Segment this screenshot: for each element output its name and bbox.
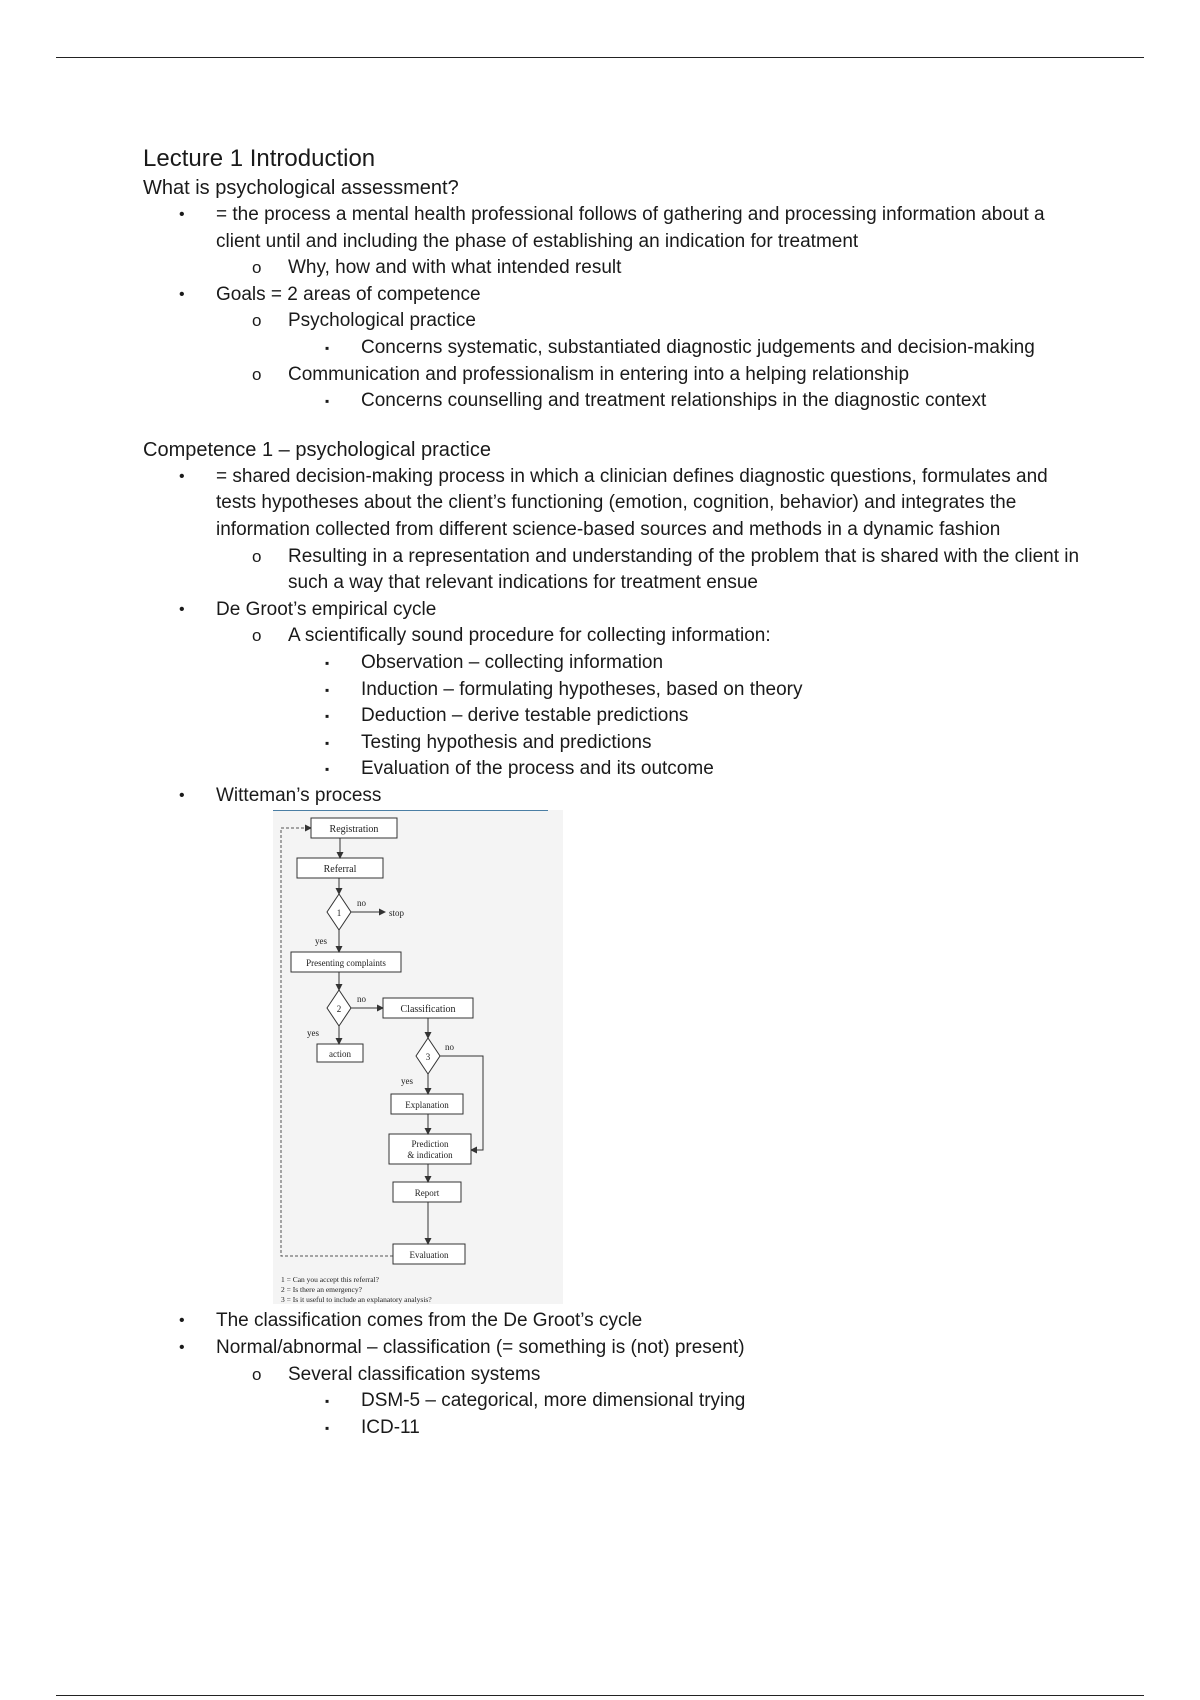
- bullet-circle: o: [252, 364, 262, 384]
- bullet-disc: •: [179, 467, 185, 485]
- footer-rule: [56, 1695, 1144, 1696]
- bullet-circle: o: [252, 311, 262, 331]
- label-complaints: Presenting complaints: [306, 958, 386, 969]
- bullet-circle: o: [252, 626, 262, 646]
- bullet-disc: •: [179, 1339, 185, 1357]
- bullet-circle: o: [252, 258, 262, 278]
- bullet-square: ▪: [325, 1420, 330, 1435]
- list-item: ▪ Observation – collecting information: [143, 650, 1083, 677]
- list-item: o Psychological practice: [143, 308, 1083, 335]
- label-action: action: [329, 1049, 351, 1060]
- bullet-square: ▪: [325, 655, 330, 670]
- list-item: o Communication and professionalism in entering into a helping relationship: [143, 362, 1083, 389]
- list-item: • Normal/abnormal – classification (= something is (not) present): [143, 1335, 1083, 1362]
- bullet-square: ▪: [325, 762, 330, 777]
- label-report: Report: [414, 1188, 440, 1199]
- list-item: ▪ Deduction – derive testable predictions: [143, 703, 1083, 730]
- label-no-1: no: [357, 898, 366, 909]
- section-heading-assessment: What is psychological assessment?: [143, 177, 459, 199]
- list-item: o Several classification systems: [143, 1362, 1083, 1389]
- list-item: ▪ DSM-5 – categorical, more dimensional trying: [143, 1388, 1083, 1415]
- list-item: • Witteman’s process: [143, 783, 1083, 810]
- list-item: ▪ Testing hypothesis and predictions: [143, 730, 1083, 757]
- bullet-square: ▪: [325, 1394, 330, 1409]
- label-no-3: no: [445, 1042, 454, 1053]
- bullet-disc: •: [179, 1312, 185, 1330]
- lecture-title: Lecture 1 Introduction: [143, 145, 376, 172]
- label-explanation: Explanation: [405, 1100, 449, 1111]
- label-classification: Classification: [400, 1004, 456, 1016]
- section-heading-competence-1: Competence 1 – psychological practice: [143, 438, 491, 461]
- list-item: • = the process a mental health professional follows of gathering and processing information about a client until and including the phase of establishing an indication for treatment: [179, 204, 1045, 252]
- list-item: ▪ ICD-11: [143, 1415, 1083, 1442]
- label-prediction-1: Prediction: [411, 1139, 449, 1150]
- list-item: ▪ Concerns counselling and treatment relationships in the diagnostic context: [143, 388, 1083, 415]
- list-item: o A scientifically sound procedure for collecting information:: [143, 623, 1083, 650]
- header-rule: [56, 57, 1144, 58]
- list-item: • De Groot’s empirical cycle: [143, 597, 1083, 624]
- list-item: o Why, how and with what intended result: [143, 255, 1083, 282]
- list-item: • = shared decision-making process in which a clinician defines diagnostic questions, formulates and tests hypotheses about the client’s functioning (emotion, cognition, behavior) and integrates the information collected from different science-based sources and methods in a dynamic fashion: [179, 465, 1048, 540]
- decision-1-label: 1: [336, 908, 342, 919]
- bullet-square: ▪: [325, 394, 330, 409]
- legend-3: 3 = Is it useful to include an explanatory analysis?: [281, 1295, 432, 1305]
- bullet-circle: o: [252, 546, 262, 566]
- list-item: • Goals = 2 areas of competence: [143, 282, 1083, 309]
- label-yes-3: yes: [401, 1076, 413, 1087]
- decision-2-label: 2: [336, 1004, 342, 1015]
- bullet-square: ▪: [325, 709, 330, 724]
- bullet-disc: •: [179, 786, 185, 804]
- bullet-square: ▪: [325, 340, 330, 355]
- list-item: ▪ Evaluation of the process and its outcome: [143, 756, 1083, 783]
- label-yes-2: yes: [307, 1028, 319, 1039]
- list-item: ▪ Concerns systematic, substantiated diagnostic judgements and decision-making: [143, 335, 1083, 362]
- list-item: ▪ Induction – formulating hypotheses, based on theory: [143, 677, 1083, 704]
- bullet-disc: •: [179, 206, 185, 223]
- label-stop: stop: [389, 908, 405, 919]
- list-item: o Resulting in a representation and understanding of the problem that is shared with the client in such a way that relevant indications for treatment ensue: [252, 545, 1080, 594]
- decision-3-label: 3: [425, 1052, 431, 1063]
- legend-1: 1 = Can you accept this referral?: [281, 1275, 379, 1285]
- label-registration: Registration: [329, 824, 379, 836]
- bullet-circle: o: [252, 1364, 262, 1384]
- label-evaluation: Evaluation: [409, 1250, 449, 1261]
- label-prediction-2: & indication: [407, 1150, 453, 1161]
- bullet-disc: •: [179, 285, 185, 303]
- label-yes-1: yes: [315, 936, 327, 947]
- bullet-square: ▪: [325, 682, 330, 697]
- document-body: [143, 143, 1083, 1441]
- bullet-disc: •: [179, 600, 185, 618]
- label-no-2: no: [357, 994, 366, 1005]
- bullet-square: ▪: [325, 735, 330, 750]
- label-referral: Referral: [323, 864, 357, 876]
- wittemans-process-flowchart: [273, 810, 563, 1304]
- legend-2: 2 = Is there an emergency?: [281, 1285, 362, 1295]
- list-item: • The classification comes from the De Groot’s cycle: [143, 1308, 1083, 1335]
